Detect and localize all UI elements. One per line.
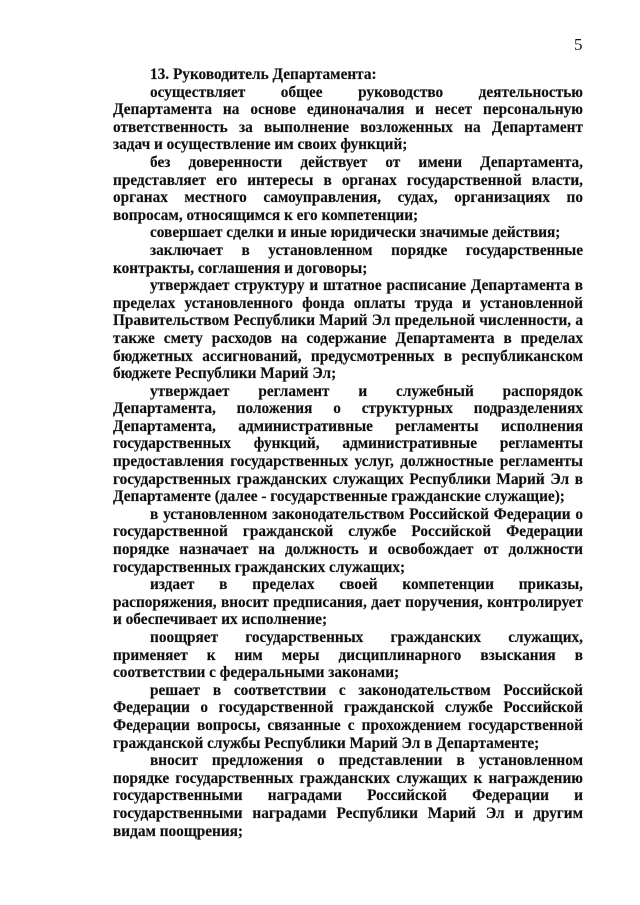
paragraph-orders: издает в пределах своей компетенции приказы, распоряжения, вносит предписания, дает поручения, контролирует и обеспечивает их исполнение;	[113, 576, 583, 629]
section-heading: 13. Руководитель Департамента:	[150, 66, 377, 83]
paragraph-appointments: в установленном законодательством Российской Федерации о государственной гражданской службе Российской Федерации порядке назначает на должность и освобождает от должности государственных гражданских служащих;	[113, 505, 583, 576]
paragraph-representation: без доверенности действует от имени Департамента, представляет его интересы в органах государственной власти, органах местного самоуправления, судах, организациях по вопросам, относящимся к его компетенции;	[113, 153, 583, 224]
paragraph-encouragement: поощряет государственных гражданских служащих, применяет к ним меры дисциплинарного взыскания в соответствии с федеральными законами;	[113, 629, 583, 682]
paragraph-structure-staffing: утверждает структуру и штатное расписание Департамента в пределах установленного фонда оплаты труда и установленной Правительством Республики Марий Эл предельной численности, а также смету расходов на содержание Департамента в пределах бюджетных ассигнований, предусмотренных в республиканском бюджете Республики Марий Эл;	[113, 277, 583, 383]
paragraph-transactions: совершает сделки и иные юридически значимые действия;	[150, 224, 561, 242]
paragraph-contracts: заключает в установленном порядке государственные контракты, соглашения и договоры;	[113, 241, 583, 277]
paragraph-regulations: утверждает регламент и служебный распорядок Департамента, положения о структурных подразделениях Департамента, административные регламенты исполнения государственных функций, административные регламенты предоставления государственных услуг, должностные регламенты государственных гражданских служащих Республики Марий Эл в Департаменте (далее - государственные гражданские служащие);	[113, 382, 583, 506]
paragraph-general-management: осуществляет общее руководство деятельностью Департамента на основе единоначалия и несет персональную ответственность за выполнение возложенных на Департамент задач и осуществление им своих функций;	[113, 83, 583, 154]
paragraph-civil-service-issues: решает в соответствии с законодательством Российской Федерации о государственной гражданской службе Российской Федерации вопросы, связанные с прохождением государственной гражданской службы Республики Марий Эл в Департаменте;	[113, 681, 583, 752]
paragraph-awards: вносит предложения о представлении в установленном порядке государственных гражданских служащих к награждению государственными наградами Российской Федерации и государственными наградами Республики Марий Эл и другим видам поощрения;	[113, 752, 583, 840]
page-number: 5	[574, 35, 583, 54]
document-body	[113, 66, 583, 840]
